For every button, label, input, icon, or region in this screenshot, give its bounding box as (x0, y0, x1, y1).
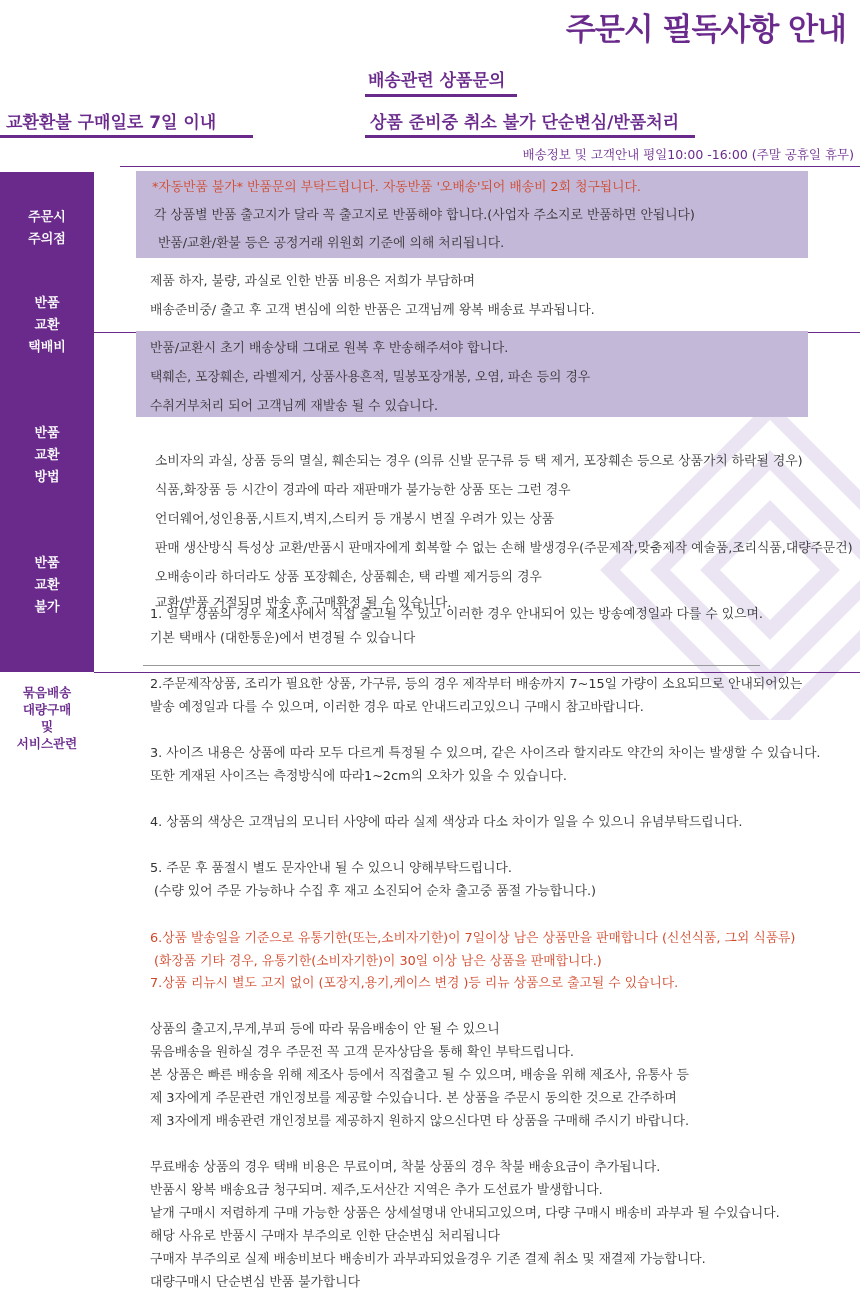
header-cancel-policy: 상품 준비중 취소 불가 단순변심/반품처리 (370, 113, 680, 133)
shipping-text: 반품시 왕복 배송요금 청구되며. 제주,도서산간 지역은 추가 도선료가 발생합니다. (150, 1183, 603, 1198)
sidebar-label-bundle-service: 묶음배송 대량구매 및 서비스관련 (16, 685, 78, 751)
info-text: 택훼손, 포장훼손, 라벨제거, 상품사용흔적, 밀봉포장개봉, 오염, 파손 등의 경우 (150, 370, 591, 385)
header-shipping-inquiry: 배송관련 상품문의 (368, 71, 506, 91)
shipping-text: 해당 사유로 반품시 구매자 부주의로 인한 단순변심 처리됩니다 (150, 1229, 500, 1244)
shipping-text: 대량구매시 단순변심 반품 불가합니다 (150, 1275, 360, 1290)
divider (120, 166, 860, 167)
shipping-text: 낱개 구매시 저렴하게 구매 가능한 상품은 상세설명내 안내되고있으며, 다량 구매시 배송비 과부과 될 수있습니다. (150, 1206, 780, 1221)
warning-text: 7.상품 리뉴시 별도 고지 없이 (포장지,용기,케이스 변경 )등 리뉴 상품으로 출고될 수 있습니다. (150, 976, 679, 991)
info-text: 수취거부처리 되어 고객님께 재발송 될 수 있습니다. (150, 399, 439, 414)
info-text: 교환/반품 거절되며 반송 후 구매확정 될 수 있습니다. (155, 596, 452, 611)
shipping-text: 무료배송 상품의 경우 택배 비용은 무료이며, 착불 상품의 경우 착불 배송요금이 추가됩니다. (150, 1160, 661, 1175)
header-underline (365, 94, 517, 97)
info-text: 반품/교환시 초기 배송상태 그대로 원복 후 반송해주셔야 합니다. (150, 341, 509, 356)
note-text: 4. 상품의 색상은 고객님의 모니터 사양에 따라 실제 색상과 다소 차이가 일을 수 있으니 유념부탁드립니다. (150, 815, 743, 830)
info-text: 제품 하자, 불량, 과실로 인한 반품 비용은 저희가 부담하며 (150, 274, 475, 289)
header-underline (365, 135, 695, 138)
note-text: (수량 있어 주문 가능하나 수집 후 재고 소진되어 순차 출고중 품절 가능합니다.) (154, 884, 597, 899)
note-text: 기본 택배사 (대한통운)에서 변경될 수 있습니다 (150, 631, 416, 646)
info-text: 식품,화장품 등 시간이 경과에 따라 재판매가 불가능한 상품 또는 그런 경우 (155, 483, 571, 498)
note-text: 5. 주문 후 품절시 별도 문자안내 될 수 있으니 양해부탁드립니다. (150, 861, 512, 876)
info-text: 반품/교환/환불 등은 공정거래 위원회 기준에 의해 처리됩니다. (158, 236, 505, 251)
info-text: 각 상품별 반품 출고지가 달라 꼭 출고지로 반품해야 합니다.(사업자 주소지로 반품하면 안됩니다) (154, 208, 695, 223)
bundle-text: 묶음배송을 원하실 경우 주문전 꼭 고객 문자상담을 통해 확인 부탁드립니다. (150, 1045, 574, 1060)
note-text: 2.주문제작상품, 조리가 필요한 상품, 가구류, 등의 경우 제작부터 배송까지 7~15일 가량이 소요되므로 안내되어있는 (150, 677, 803, 692)
info-text: 오배송이라 하더라도 상품 포장훼손, 상품훼손, 택 라벨 제거등의 경우 (155, 570, 542, 585)
header-underline (0, 135, 253, 138)
service-hours: 배송정보 및 고객안내 평일10:00 -16:00 (주말 공휴일 휴무) (522, 147, 854, 162)
bundle-text: 본 상품은 빠른 배송을 위해 제조사 등에서 직접출고 될 수 있으며, 배송을 위해 제조사, 유통사 등 (150, 1068, 689, 1083)
warning-text: 6.상품 발송일을 기준으로 유통기한(또는,소비자기한)이 7일이상 남은 상품만을 판매합니다 (신선식품, 그외 식품류) (150, 931, 796, 946)
bundle-text: 제 3자에게 주문관련 개인정보를 제공할 수있습니다. 본 상품을 주문시 동의한 것으로 간주하며 (150, 1091, 677, 1106)
warning-text: (화장품 기타 경우, 유통기한(소비자기한)이 30일 이상 남은 상품을 판매합니다.) (154, 954, 602, 969)
note-text: 발송 예정일과 다를 수 있으며, 이러한 경우 따로 안내드리고있으니 구매시 참고바랍니다. (150, 700, 644, 715)
bundle-text: 제 3자에게 배송관련 개인정보를 제공하지 원하지 않으신다면 타 상품을 구매해 주시기 바랍니다. (150, 1114, 690, 1129)
header-exchange-refund: 교환환불 구매일로 7일 이내 (6, 113, 217, 133)
page-title: 주문시 필독사항 안내 (565, 12, 846, 48)
info-text: 소비자의 과실, 상품 등의 멸실, 훼손되는 경우 (의류 신발 문구류 등 택 제거, 포장훼손 등으로 상품가치 하락될 경우) (155, 454, 803, 469)
info-text: 판매 생산방식 특성상 교환/반품시 판매자에게 회복할 수 없는 손해 발생경우(주문제작,맞춤제작 예술품,조리식품,대량주문건) (155, 541, 853, 556)
note-text: 또한 게재된 사이즈는 측정방식에 따라1~2cm의 오차가 있을 수 있습니다. (150, 769, 567, 784)
note-text: 1. 일부 상품의 경우 제조사에서 직접 출고될 수 있고 이러한 경우 안내되어 있는 방송예정일과 다를 수 있으며. (150, 607, 763, 622)
warning-text: *자동반품 불가* 반품문의 부탁드립니다. 자동반품 '오배송'되어 배송비 2회 청구됩니다. (152, 180, 641, 195)
info-text: 언더웨어,성인용품,시트지,벽지,스티커 등 개봉시 변질 우려가 있는 상품 (155, 512, 555, 527)
note-text: 3. 사이즈 내용은 상품에 따라 모두 다르게 특정될 수 있으며, 같은 사이즈라 할지라도 약간의 차이는 발생할 수 있습니다. (150, 746, 821, 761)
sidebar-label-return-shipping-fee: 반품 교환 택배비 (28, 296, 66, 355)
shipping-text: 구매자 부주의로 실제 배송비보다 배송비가 과부과되었을경우 기존 결제 취소 및 재결제 가능합니다. (150, 1252, 706, 1267)
bundle-text: 상품의 출고지,무게,부피 등에 따라 묶음배송이 안 될 수 있으니 (150, 1022, 500, 1037)
info-text: 배송준비중/ 출고 후 고객 변심에 의한 반품은 고객님께 왕복 배송료 부과됩니다. (150, 303, 595, 318)
sidebar-label-return-method: 반품 교환 방법 (34, 426, 60, 485)
sidebar-label-return-not-allowed: 반품 교환 불가 (34, 556, 60, 615)
divider (143, 665, 760, 666)
sidebar-label-order-caution: 주문시 주의점 (28, 210, 66, 247)
